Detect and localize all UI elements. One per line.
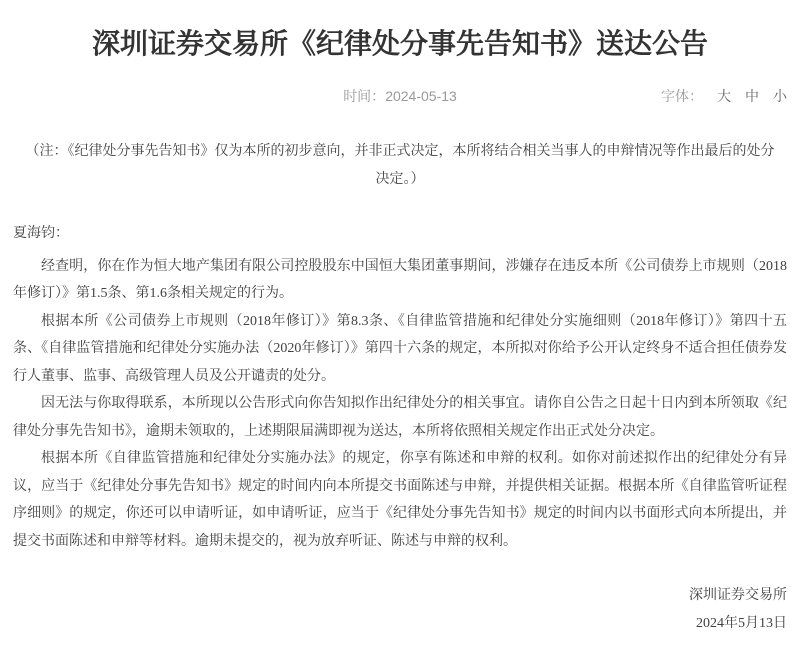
meta-row [13,86,787,106]
signature-org: 深圳证券交易所 [689,588,787,603]
time-label: 时间： [343,88,386,104]
page-title: 深圳证券交易所《纪律处分事先告知书》送达公告 [91,28,708,59]
salutation: 夏海钧： [13,226,69,241]
time-value: 2024-05-13 [385,88,457,104]
signature-date: 2024年5月13日 [696,616,787,631]
notice-body [13,220,787,555]
notice-paragraph-4: 根据本所《自律监管措施和纪律处分实施办法》的规定，你享有陈述和申辩的权利。如你对前述拟作出的纪律处分有异议，应当于《纪律处分事先告知书》规定的时间内向本所提交书面陈述与申辩，并提供相关证据。根据本所《自律监管听证程序细则》的规定，你还可以申请听证，如申请听证，应当于《纪律处分事先告知书》规定的时间内以书面形式向本所提出，并提交书面陈述和申辩等材料。逾期未提交的，视为放弃听证、陈述与申辩的权利。 [13,451,787,549]
font-size-medium-button[interactable]: 中 [745,88,759,104]
disclaimer-note: （注：《纪律处分事先告知书》仅为本所的初步意向，并非正式决定，本所将结合相关当事人的申辩情况等作出最后的处分决定。） [25,144,775,187]
notice-paragraph-1: 经查明，你在作为恒大地产集团有限公司控股股东中国恒大集团董事期间，涉嫌存在违反本所《公司债券上市规则（2018年修订）》第1.5条、第1.6条相关规定的行为。 [13,258,787,301]
font-size-large-button[interactable]: 大 [717,88,731,104]
signature-block [13,582,787,638]
notice-paragraph-2: 根据本所《公司债券上市规则（2018年修订）》第8.3条、《自律监管措施和纪律处分实施细则（2018年修订）》第四十五条、《自律监管措施和纪律处分实施办法（2020年修订）》第四十六条的规定，本所拟对你给予公开认定终身不适合担任债券发行人董事、监事、高级管理人员及公开谴责的处分。 [13,313,787,384]
font-size-small-button[interactable]: 小 [773,88,787,104]
font-size-label: 字体： [661,88,703,104]
notice-paragraph-3: 因无法与你取得联系，本所现以公告形式向你告知拟作出纪律处分的相关事宜。请你自公告之日起十日内到本所领取《纪律处分事先告知书》，逾期未领取的，上述期限届满即视为送达，本所将依照相关规定作出正式处分决定。 [13,396,787,439]
font-size-control [661,86,787,106]
